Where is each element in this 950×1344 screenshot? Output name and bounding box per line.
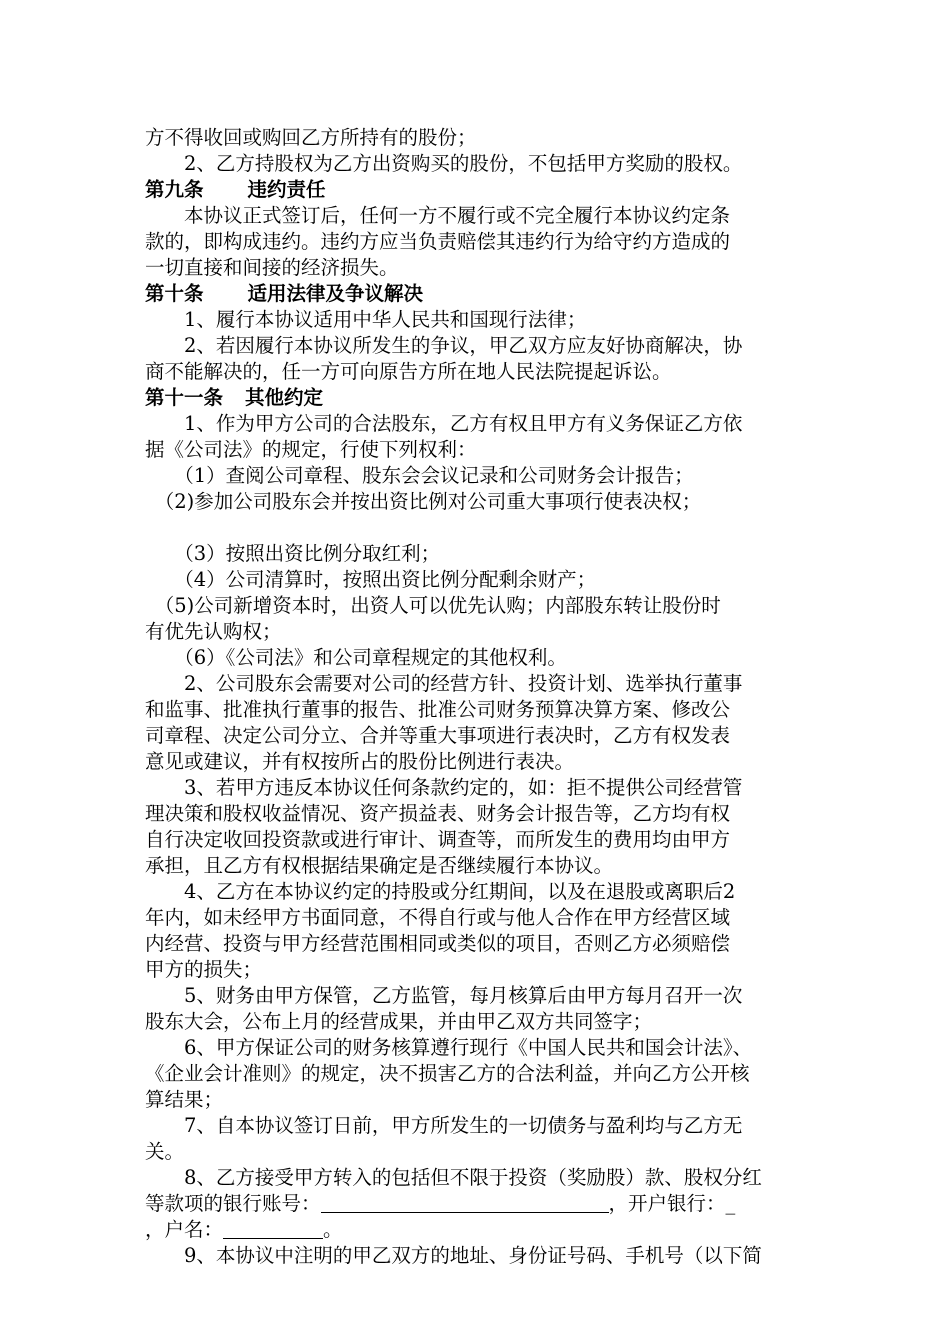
text-line: （4）公司清算时，按照出资比例分配剩余财产； xyxy=(145,568,597,591)
text-line: 本协议正式签订后，任何一方不履行或不完全履行本协议约定条 xyxy=(145,204,731,227)
text-line: 一切直接和间接的经济损失。 xyxy=(145,256,399,279)
text-line: 股东大会，公布上月的经营成果，并由甲乙双方共同签字； xyxy=(145,1010,653,1033)
text-line: 6、甲方保证公司的财务核算遵行现行《中国人民共和国会计法》、 xyxy=(145,1036,753,1059)
text-line: 自行决定收回投资款或进行审计、调查等，而所发生的费用均由甲方 xyxy=(145,828,731,851)
article-title: 适用法律及争议解决 xyxy=(247,282,424,305)
bank-account-label: 等款项的银行账号： xyxy=(145,1192,321,1215)
text-line: （5)公司新增资本时，出资人可以优先认购；内部股东转让股份时 xyxy=(145,594,721,617)
text-line: 内经营、投资与甲方经营范围相同或类似的项目，否则乙方必须赔偿 xyxy=(145,932,731,955)
article-9-heading xyxy=(145,177,326,203)
text-line: （3）按照出资比例分取红利； xyxy=(145,542,441,565)
text-line: 1、履行本协议适用中华人民共和国现行法律； xyxy=(145,308,587,331)
article-number: 第九条 xyxy=(145,178,204,201)
article-title: 违约责任 xyxy=(247,178,326,201)
text-line: 商不能解决的，任一方可向原告方所在地人民法院提起诉讼。 xyxy=(145,360,672,383)
text-line: 7、自本协议签订日前，甲方所发生的一切债务与盈利均与乙方无 xyxy=(145,1114,743,1137)
account-name-blank[interactable] xyxy=(223,1218,323,1239)
text-line: 3、若甲方违反本协议任何条款约定的，如：拒不提供公司经营管 xyxy=(145,776,743,799)
text-line: 款的，即构成违约。违约方应当负责赔偿其违约行为给守约方造成的 xyxy=(145,230,731,253)
text-line: 2、若因履行本协议所发生的争议，甲乙双方应友好协商解决，协 xyxy=(145,334,743,357)
article-number: 第十一条 xyxy=(145,386,224,409)
text-line: 理决策和股权收益情况、资产损益表、财务会计报告等，乙方均有权 xyxy=(145,802,731,825)
bank-account-blank[interactable] xyxy=(321,1192,609,1213)
text-line: 5、财务由甲方保管，乙方监管，每月核算后由甲方每月召开一次 xyxy=(145,984,743,1007)
text-line: 8、乙方接受甲方转入的包括但不限于投资（奖励股）款、股权分红 xyxy=(145,1166,762,1189)
text-line: 承担，且乙方有权根据结果确定是否继续履行本协议。 xyxy=(145,854,614,877)
text-line: 方不得收回或购回乙方所持有的股份； xyxy=(145,126,477,149)
text-line: 4、乙方在本协议约定的持股或分红期间，以及在退股或离职后2 xyxy=(145,880,736,903)
text-line: 2、乙方持股权为乙方出资购买的股份，不包括甲方奖励的股权。 xyxy=(145,152,743,175)
text-line: 意见或建议，并有权按所占的股份比例进行表决。 xyxy=(145,750,575,773)
text-line: 年内，如未经甲方书面同意，不得自行或与他人合作在甲方经营区域 xyxy=(145,906,731,929)
text-line: （6）《公司法》和公司章程规定的其他权利。 xyxy=(145,646,567,669)
text-line: 司章程、决定公司分立、合并等重大事项进行表决时，乙方有权发表 xyxy=(145,724,731,747)
text-line: 关。 xyxy=(145,1140,185,1163)
text-line: 据《公司法》的规定，行使下列权利： xyxy=(145,438,477,461)
account-name-line xyxy=(145,1217,343,1243)
bank-name-label: ，开户银行： xyxy=(608,1192,726,1215)
text-line: 有优先认购权； xyxy=(145,620,282,643)
text-line: （1）查阅公司章程、股东会会议记录和公司财务会计报告； xyxy=(145,464,694,487)
article-11-heading xyxy=(145,385,323,411)
text-line: 和监事、批准执行董事的报告、批准公司财务预算决算方案、修改公 xyxy=(145,698,731,721)
text-line: 9、本协议中注明的甲乙双方的地址、身份证号码、手机号（以下简 xyxy=(145,1244,762,1267)
article-10-heading xyxy=(145,281,423,307)
period: 。 xyxy=(323,1218,343,1241)
text-line: 1、作为甲方公司的合法股东，乙方有权且甲方有义务保证乙方依 xyxy=(145,412,743,435)
text-line: 《企业会计准则》的规定，决不损害乙方的合法利益，并向乙方公开核 xyxy=(145,1062,750,1085)
bank-name-blank[interactable]: _ xyxy=(725,1192,736,1215)
account-name-label: ，户名： xyxy=(145,1218,224,1241)
bank-account-line xyxy=(145,1191,735,1217)
text-line: 算结果； xyxy=(145,1088,224,1111)
text-line: 甲方的损失； xyxy=(145,958,263,981)
text-line: 2、公司股东会需要对公司的经营方针、投资计划、选举执行董事 xyxy=(145,672,743,695)
article-number: 第十条 xyxy=(145,282,204,305)
article-title: 其他约定 xyxy=(245,386,324,409)
text-line: （2)参加公司股东会并按出资比例对公司重大事项行使表决权； xyxy=(145,490,702,513)
